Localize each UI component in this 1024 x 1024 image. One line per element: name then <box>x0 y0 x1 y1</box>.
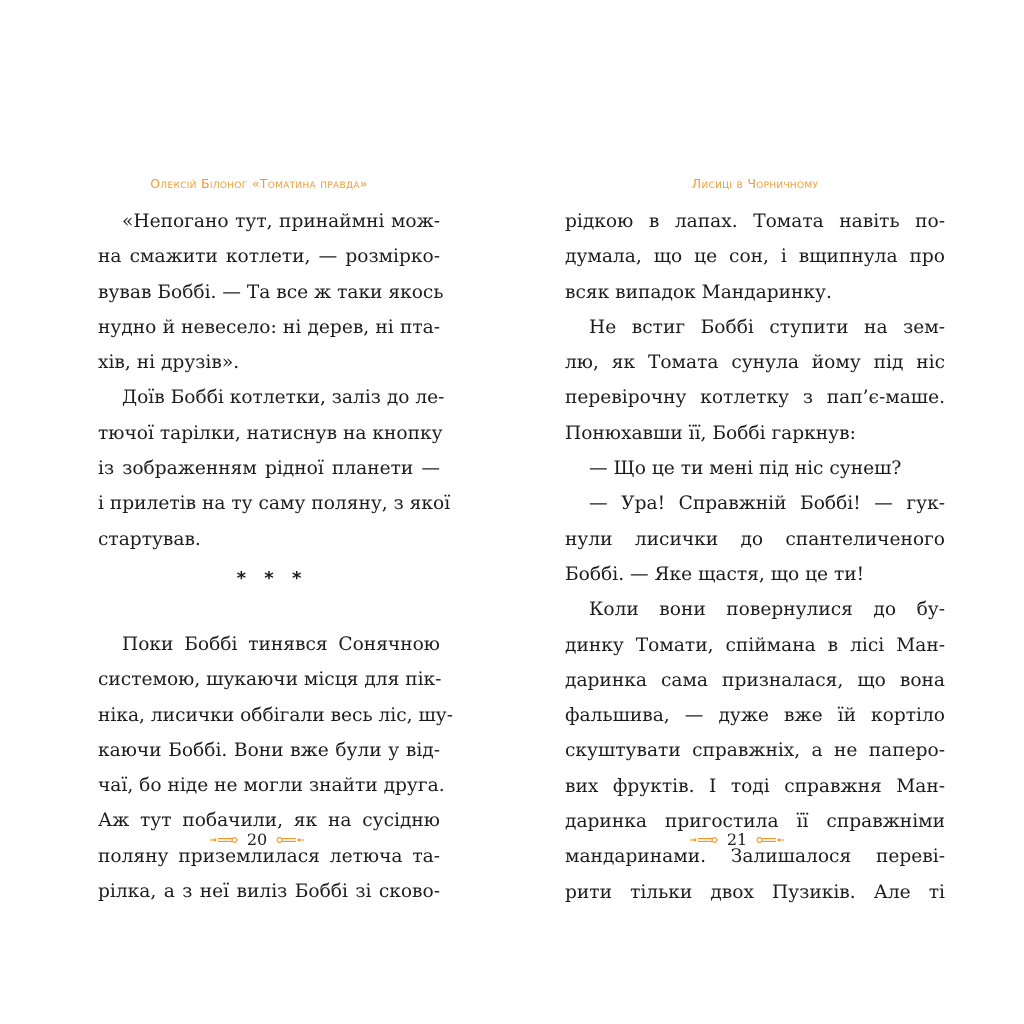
text-line: Коли вони повернулися до бу- <box>589 599 945 621</box>
folio-ornament-right-icon <box>755 836 785 844</box>
text-line: лю, як Томата сунула йому під ніс <box>565 352 945 374</box>
text-line: системою, шукаючи місця для пік- <box>98 669 442 691</box>
text-line: скуштувати справжніх, а не паперо- <box>565 740 945 762</box>
folio-ornament-left-icon <box>209 836 239 844</box>
text-line: хів, ні друзів». <box>98 352 240 374</box>
text-line: Аж тут побачили, як на сусідню <box>98 810 440 832</box>
text-line: стартував. <box>98 528 201 550</box>
folio-ornament-right-icon <box>275 836 305 844</box>
text-line: ніка, лисички оббігали весь ліс, шу- <box>98 704 453 726</box>
text-line: думала, що це сон, і вщипнула про <box>565 246 945 268</box>
text-line: і прилетів на ту саму поляну, з якої <box>98 493 451 515</box>
folio-ornament-left-icon <box>689 836 719 844</box>
right-page <box>565 0 945 1024</box>
text-line: — Що це ти мені під ніс сунеш? <box>589 458 902 480</box>
text-line: із зображенням рідної планети — <box>98 458 440 480</box>
section-separator: * * * <box>236 567 308 589</box>
text-line: — Ура! Справжній Боббі! — гук- <box>589 493 945 515</box>
text-line: даринка пригостила її справжніми <box>565 811 945 833</box>
text-line: рілка, а з неї виліз Боббі зі сково- <box>98 881 440 903</box>
text-line: «Непогано тут, принаймні мож- <box>122 211 440 232</box>
text-line: нудно й невесело: ні дерев, ні пта- <box>98 316 440 338</box>
text-line: поляну приземлилася летюча та- <box>98 845 440 867</box>
text-line: мандаринами. Залишалося переві- <box>565 846 945 868</box>
page-number-footer <box>547 830 927 849</box>
running-head-author-title: Олексій Білоног «Томатина правда» <box>150 176 368 191</box>
text-line: даринка сама призналася, що вона <box>565 669 945 691</box>
text-line: рити тільки двох Пузиків. Але ті <box>565 881 945 903</box>
text-line: Не встиг Боббі ступити на зем- <box>589 316 945 338</box>
text-line: фальшива, — дуже вже їй кортіло <box>565 705 945 727</box>
running-head-chapter: Лисиці в Чорничному <box>691 176 819 191</box>
text-line: Боббі. — Яке щастя, що це ти! <box>565 563 865 585</box>
text-line: нули лисички до спантеличеного <box>565 528 945 550</box>
text-line: рідкою в лапах. Томата навіть по- <box>565 211 945 232</box>
right-page-body <box>565 204 945 910</box>
page-number: 20 <box>246 830 268 849</box>
left-page <box>98 0 453 1024</box>
page-number-footer <box>86 830 428 849</box>
text-line: динку Томати, спіймана в лісі Ман- <box>565 634 945 656</box>
text-line: Понюхавши її, Боббі гаркнув: <box>565 422 856 444</box>
left-page-body <box>98 204 453 909</box>
text-line: на смажити котлети, — розмірко- <box>98 246 440 268</box>
text-line: вих фруктів. І тоді справжня Ман- <box>565 775 945 797</box>
text-line: вував Боббі. — Та все ж таки якось <box>98 281 444 303</box>
text-line: каючи Боббі. Вони вже були у від- <box>98 739 440 761</box>
text-line: Поки Боббі тинявся Сонячною <box>122 633 440 655</box>
text-line: чаї, бо ніде не могли знайти друга. <box>98 775 445 797</box>
text-line: перевірочну котлетку з пап’є-маше. <box>565 387 945 409</box>
text-line: тючої тарілки, натиснув на кнопку <box>98 422 443 444</box>
page-number: 21 <box>726 830 748 849</box>
text-line: всяк випадок Мандаринку. <box>565 281 832 303</box>
text-line: Доїв Боббі котлетки, заліз до ле- <box>122 387 445 409</box>
